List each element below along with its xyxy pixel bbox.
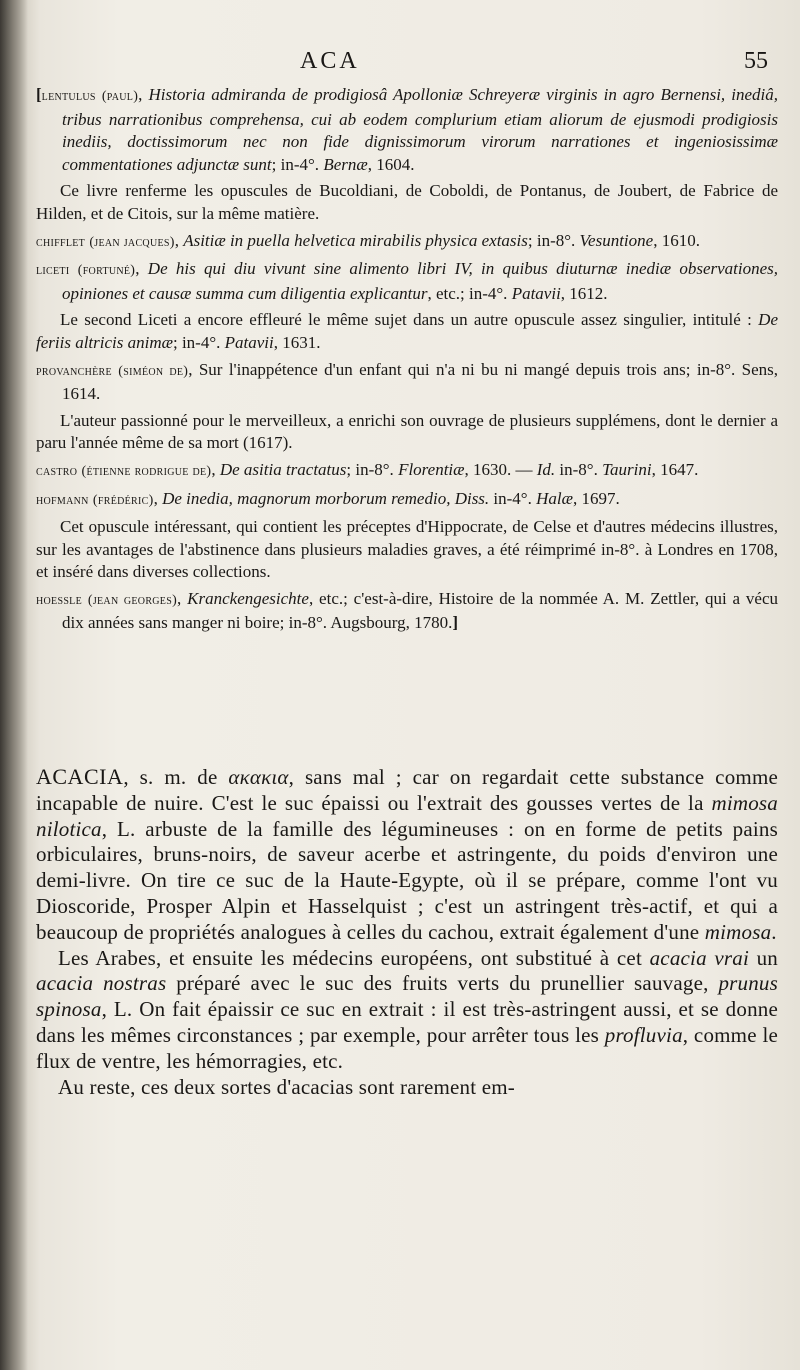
bib-author: lentulus bbox=[41, 89, 96, 104]
bib-place: Patavii bbox=[511, 283, 561, 303]
bib-given-name: (fortuné) bbox=[77, 263, 136, 279]
bib-author: chifflet bbox=[36, 234, 86, 250]
acacia-paragraph-3: Au reste, ces deux sortes d'acacias sont rarement em- bbox=[58, 1074, 515, 1099]
page-header bbox=[0, 48, 800, 78]
bib-given-name: (frédéric) bbox=[92, 492, 154, 508]
greek-etymon: ακακια bbox=[228, 765, 289, 789]
term-acacia-vrai: acacia vrai bbox=[649, 945, 749, 970]
page-gutter-shadow bbox=[0, 0, 28, 1370]
bib-year: , 1630. bbox=[464, 459, 512, 479]
bib-author: provanchère bbox=[36, 363, 112, 379]
bib-format: , etc.; c'est-à-dire, Histoire de la nommée A. M. Zettler, qui a vécu dix années sans manger ni boire; in-8°. Augsbourg, 1780. bbox=[62, 588, 779, 633]
bib-year: , 1604. bbox=[367, 154, 415, 174]
bib-author: castro bbox=[36, 463, 78, 479]
note-year: , 1631. bbox=[273, 332, 321, 352]
page-number: 55 bbox=[744, 48, 768, 74]
acacia-paragraph-1 bbox=[36, 764, 778, 946]
bib-author: hoessle bbox=[36, 592, 82, 608]
bib-year: , 1612. bbox=[560, 283, 608, 303]
bib-note bbox=[36, 309, 778, 354]
bib-note: Cet opuscule intéressant, qui contient les préceptes d'Hippocrate, de Celse et d'autres médecins illustres, sur les avantages de l'abstinence dans plusieurs maladies graves, a été réimprimé in-8°. à Londres en 1708, et inséré dans diverses collections. bbox=[36, 517, 778, 582]
bib-title: Historia admiranda de prodigiosâ Apolloniæ Schreyeræ virginis in agro Bernensi, inediâ, tribus narrationibus comprehensa, cui ab eodem complurium etiam aliorum de ejusmodi prodigiosis inediis, doctissimorum nec non fide dignissimorum virorum narrationes et ingeniosissimæ commentationes adjunctæ sunt bbox=[62, 85, 779, 174]
bib-title-plain: Sur l'inappétence d'un enfant qui n'a ni bu ni mangé depuis trois ans; in-8°. Sens, 1614. bbox=[62, 359, 779, 404]
close-bracket: ] bbox=[452, 613, 459, 633]
bib-entry-hoessle bbox=[36, 588, 778, 635]
bib-format: ; in-8°. bbox=[527, 230, 580, 250]
text-run: , comme le flux de ventre, les hémorragies, etc. bbox=[36, 1022, 778, 1073]
bib-entry-castro bbox=[36, 459, 778, 484]
bib-separator: , bbox=[135, 259, 148, 279]
text-run: . bbox=[771, 919, 777, 944]
term-profluvia: profluvia bbox=[604, 1022, 683, 1047]
note-place: Patavii bbox=[224, 332, 274, 352]
bib-separator: , bbox=[153, 488, 163, 508]
bib-note: Ce livre renferme les opuscules de Bucoldiani, de Coboldi, de Pontanus, de Joubert, de Fabrice de Hilden, et de Citois, sur la même matière. bbox=[36, 181, 778, 223]
bib-note: L'auteur passionné pour le merveilleux, a enrichi son ouvrage de plusieurs supplémens, dont le dernier a paru l'année même de sa mort (1617). bbox=[36, 410, 778, 453]
bib-author: hofmann bbox=[36, 492, 89, 508]
bib-entry-provanchere bbox=[36, 359, 778, 406]
text-run: , L. On fait épaissir ce suc en extrait : il est très-astringent aussi, et se donne dans les mêmes circonstances ; par exemple, pour arrêter tous les bbox=[36, 997, 778, 1047]
species-name: mimosa nilotica bbox=[36, 790, 778, 841]
bib-dash: — bbox=[511, 459, 537, 479]
bib-author: liceti bbox=[36, 263, 70, 279]
bib-given-name: (étienne rodrigue de) bbox=[81, 463, 212, 479]
bib-entry-chifflet bbox=[36, 230, 778, 255]
bib-separator: , bbox=[138, 85, 149, 104]
bib-format: in-4°. bbox=[489, 488, 537, 508]
text-run: , L. arbuste de la famille des légumineuses : on en forme de petits pains orbiculaires, bruns-noirs, de saveur acerbe et astringente, du poids d'environ une demi-livre. On tire ce suc de la Haute-Egypte, où il se prépare, comme l'ont vu Dioscoride, Prosper Alpin et Hasselquist ; c'est un astringent très-actif, et qui a beaucoup de propriétés analogues à celles du cachou, extrait également d'une bbox=[36, 816, 778, 944]
bib-separator: , bbox=[188, 359, 199, 379]
bib-place: Taurini bbox=[602, 459, 652, 479]
running-head: ACA bbox=[300, 48, 360, 74]
bib-place: Florentiæ bbox=[398, 459, 465, 479]
bib-given-name: (jean jacques) bbox=[89, 234, 175, 250]
note-text: Le second Liceti a encore effleuré le même sujet dans un autre opuscule assez singulier, intitulé : bbox=[60, 310, 759, 330]
species-name: prunus spinosa bbox=[36, 971, 778, 1022]
text-run: préparé avec le suc des fruits verts du prunellier sauvage, bbox=[166, 971, 719, 996]
headword: ACACIA bbox=[36, 764, 124, 789]
bib-given-name: (jean georges) bbox=[87, 592, 178, 608]
bib-separator: , bbox=[211, 459, 220, 479]
bib-title: De asitia tractatus bbox=[219, 459, 347, 479]
bib-title: De his qui diu vivunt sine alimento libri IV, in quibus diuturnæ inediæ observationes, opiniones et causæ summa cum diligentia explicantur bbox=[62, 259, 779, 303]
acacia-entry bbox=[36, 764, 778, 1100]
text-run: , s. m. de bbox=[123, 765, 229, 789]
bib-format: in-8°. bbox=[555, 459, 603, 479]
note-format: ; in-4°. bbox=[172, 332, 225, 352]
bib-title: De inedia, magnorum morborum remedio, Diss. bbox=[162, 488, 490, 508]
bib-title: Asitiæ in puella helvetica mirabilis physica extasis bbox=[183, 230, 528, 250]
bib-title: Kranckengesichte bbox=[187, 588, 309, 608]
bib-format: ; in-4°. bbox=[271, 154, 324, 174]
bib-place: Bernæ bbox=[323, 154, 368, 174]
bib-entry-liceti bbox=[36, 258, 778, 305]
bib-entry-hofmann bbox=[36, 488, 778, 513]
bib-idem: Id. bbox=[536, 459, 556, 479]
bib-entry-lentulus bbox=[36, 84, 778, 176]
bib-separator: , bbox=[177, 588, 188, 608]
bib-year: , 1647. bbox=[651, 459, 699, 479]
bib-given-name: (paul) bbox=[101, 89, 139, 104]
text-run: un bbox=[749, 945, 778, 970]
bib-year: , 1697. bbox=[572, 488, 620, 508]
bib-place: Vesuntione bbox=[579, 230, 654, 250]
bib-place: Halæ bbox=[536, 488, 573, 508]
text-run: , sans mal ; car on regardait cette substance comme incapable de nuire. C'est le suc épaissi ou l'extrait des gousses vertes de la bbox=[36, 765, 778, 815]
text-run: Les Arabes, et ensuite les médecins européens, ont substitué à cet bbox=[58, 945, 650, 970]
bib-format: ; in-8°. bbox=[346, 459, 399, 479]
open-bracket: [ bbox=[36, 85, 42, 104]
bib-given-name: (siméon de) bbox=[118, 363, 189, 379]
genus-name: mimosa bbox=[704, 919, 772, 944]
bibliography-block bbox=[36, 84, 778, 639]
bib-year: , 1610. bbox=[653, 230, 700, 250]
term-acacia-nostras: acacia nostras bbox=[36, 971, 167, 996]
bib-separator: , bbox=[174, 230, 184, 250]
bib-format: , etc.; in-4°. bbox=[427, 283, 512, 303]
acacia-paragraph-2 bbox=[36, 946, 778, 1075]
note-title: De feriis altricis animæ bbox=[36, 310, 778, 352]
